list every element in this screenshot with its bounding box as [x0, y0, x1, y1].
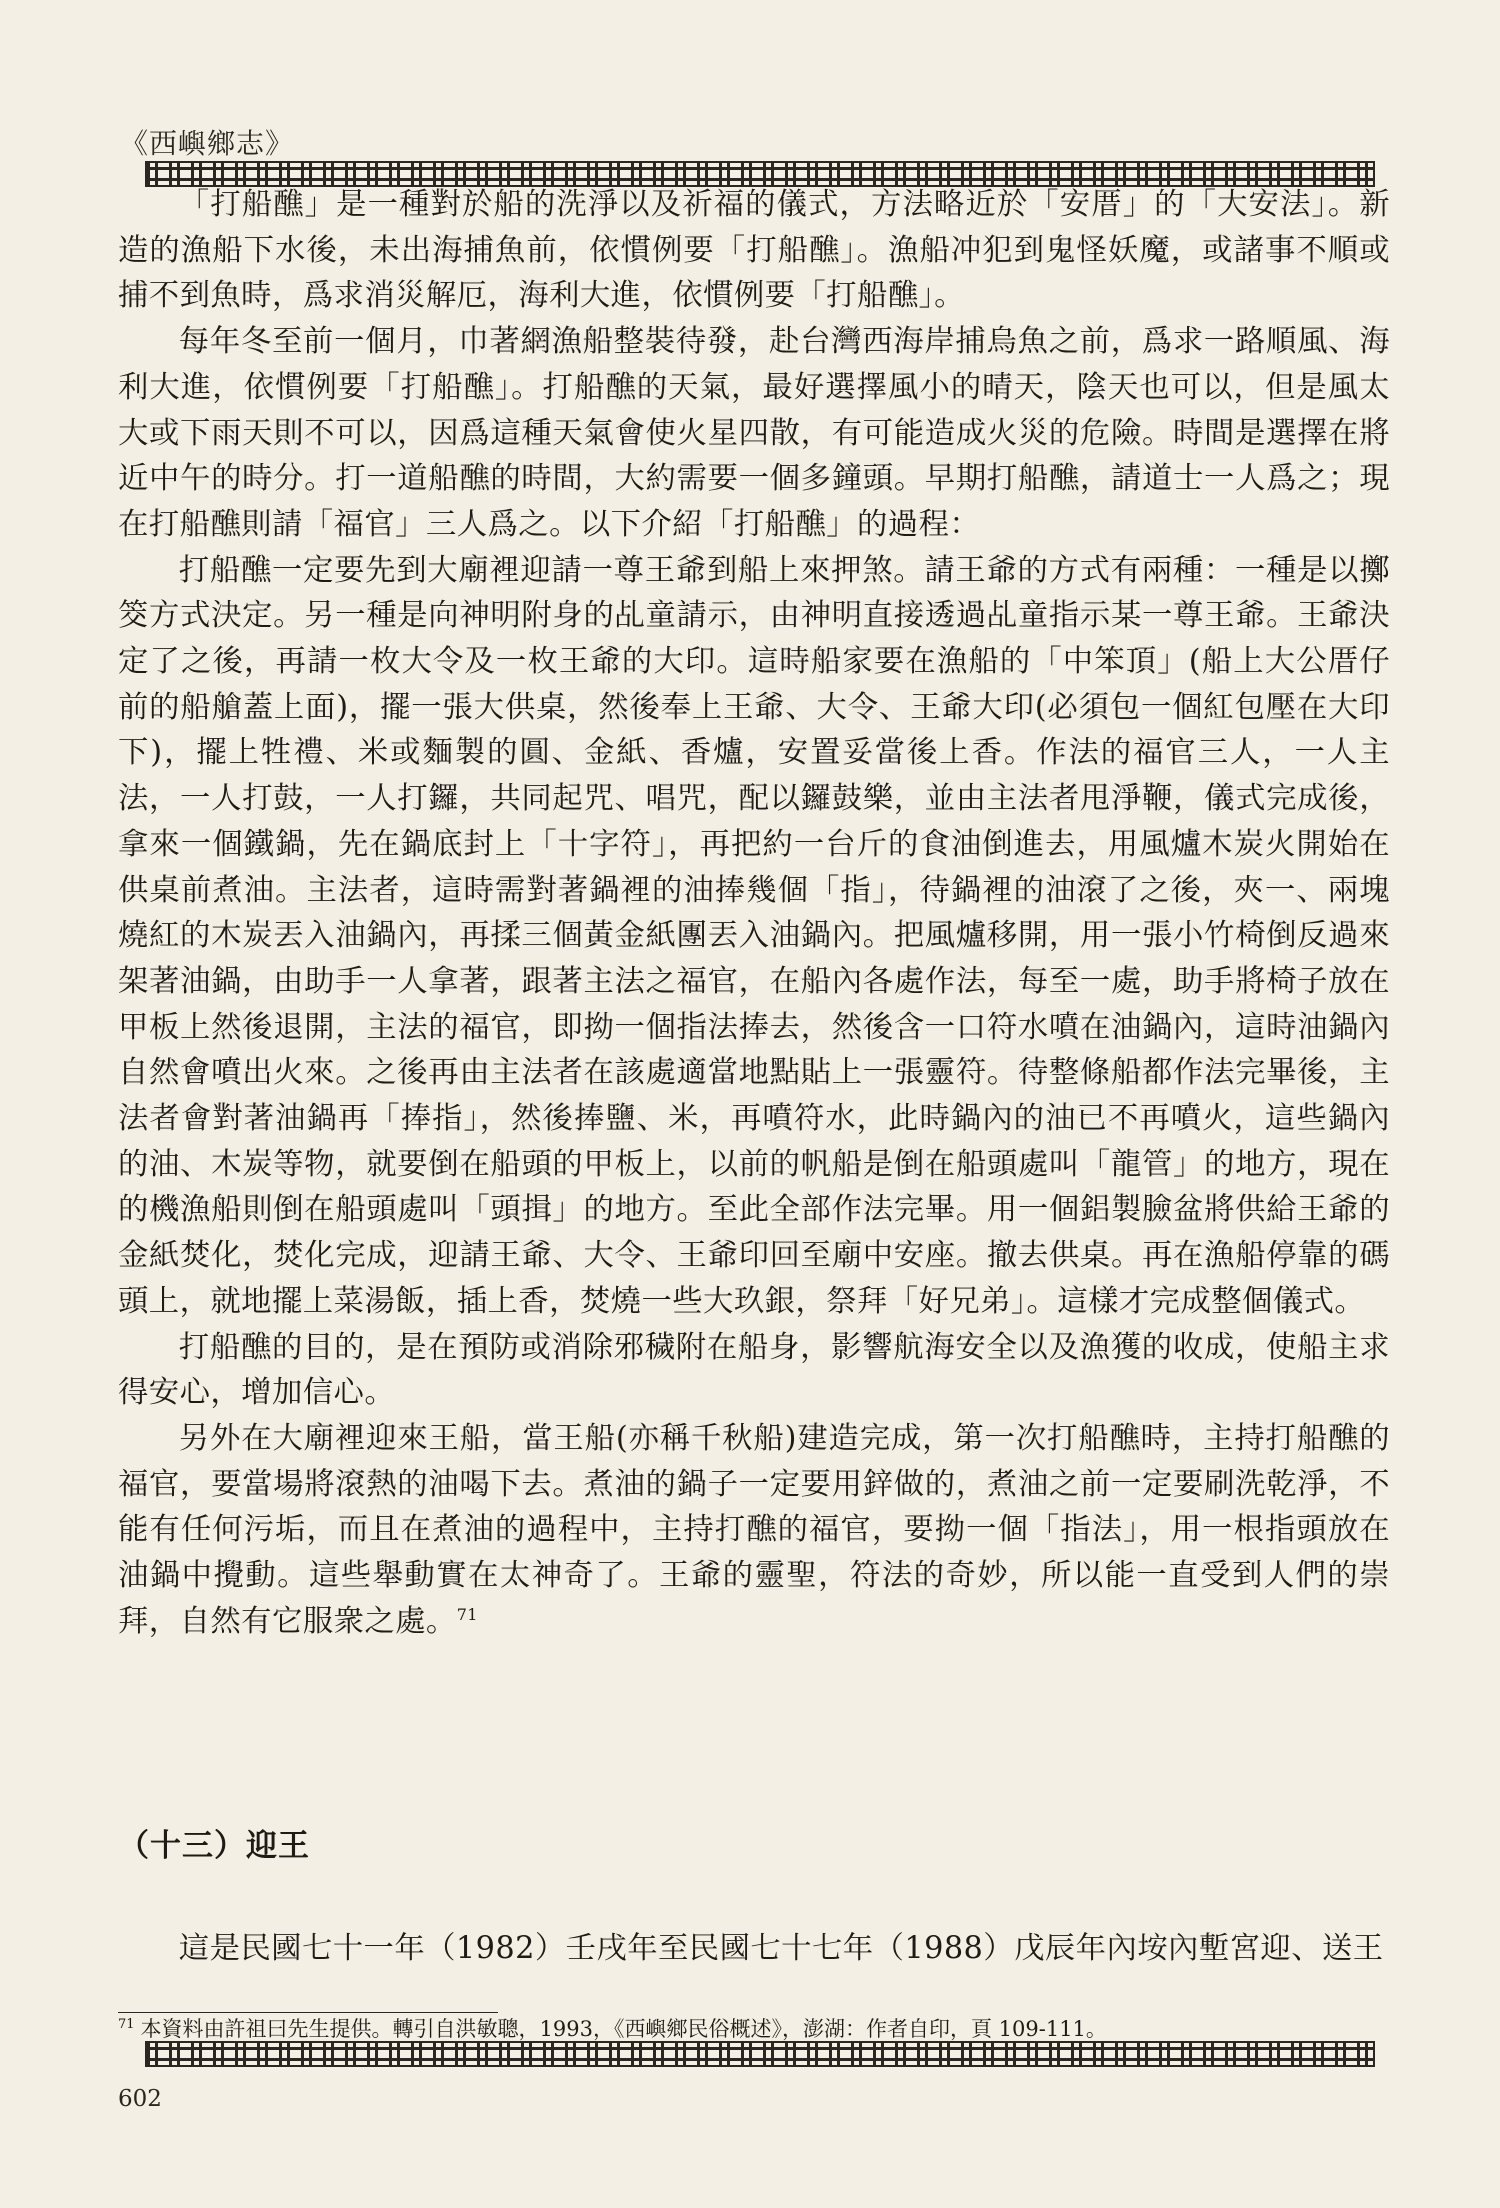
running-head-title: 《西嶼鄉志》 — [120, 127, 295, 160]
footnote-number: 71 — [118, 2017, 135, 2032]
section-heading: （十三）迎王 — [118, 1828, 310, 1864]
paragraph-1: 「打船醮」是一種對於船的洗淨以及祈福的儀式，方法略近於「安厝」的「大安法」。新造的漁船下水後，未出海捕魚前，依慣例要「打船醮」。漁船冲犯到鬼怪妖魔，或諸事不順或捕不到魚時，爲求消災解厄，海利大進，依慣例要「打船醮」。 — [118, 187, 1390, 314]
paragraph-3: 打船醮一定要先到大廟裡迎請一尊王爺到船上來押煞。請王爺的方式有兩種：一種是以擲筊方式決定。另一種是向神明附身的乩童請示，由神明直接透過乩童指示某一尊王爺。王爺決定了之後，再請一枚大令及一枚王爺的大印。這時船家要在漁船的「中笨頂」(船上大公厝仔前的船艙蓋上面)，擺一張大供桌，然後奉上王爺、大令、王爺大印(必須包一個紅包壓在大印下)，擺上牲禮、米或麵製的圓、金紙、香爐，安置妥當後上香。作法的福官三人，一人主法，一人打鼓，一人打鑼，共同起咒、唱咒，配以鑼鼓樂，並由主法者甩淨鞭，儀式完成後，拿來一個鐵鍋，先在鍋底封上「十字符」，再把約一台斤的食油倒進去，用風爐木炭火開始在供桌前煮油。主法者，這時需對著鍋裡的油捧幾個「指」，待鍋裡的油滾了之後，夾一、兩塊燒紅的木炭丟入油鍋內，再揉三個黃金紙團丟入油鍋內。把風爐移開，用一張小竹椅倒反過來架著油鍋，由助手一人拿著，跟著主法之福官，在船內各處作法，每至一處，助手將椅子放在甲板上然後退開，主法的福官，即拗一個指法捧去，然後含一口符水噴在油鍋內，這時油鍋內自然會噴出火來。之後再由主法者在該處適當地點貼上一張靈符。待整條船都作法完畢後，主法者會對著油鍋再「捧指」，然後捧鹽、米，再噴符水，此時鍋內的油已不再噴火，這些鍋內的油、木炭等物，就要倒在船頭的甲板上，以前的帆船是倒在船頭處叫「龍管」的地方，現在的機漁船則倒在船頭處叫「頭揖」的地方。至此全部作法完畢。用一個鋁製臉盆將供給王爺的金紙焚化，焚化完成，迎請王爺、大令、王爺印回至廟中安座。撤去供桌。再在漁船停靠的碼頭上，就地擺上菜湯飯，插上香，焚燒一些大玖銀，祭拜「好兄弟」。這樣才完成整個儀式。 — [118, 552, 1390, 1319]
bottom-greek-key-border — [145, 2041, 1375, 2067]
footnote-divider — [118, 2012, 498, 2013]
paragraph-5 — [118, 1416, 1390, 1645]
page-number: 602 — [118, 2086, 162, 2112]
main-body-text — [118, 182, 1390, 1645]
paragraph-5-text: 另外在大廟裡迎來王船，當王船(亦稱千秋船)建造完成，第一次打船醮時，主持打船醮的福官，要當場將滾熱的油喝下去。煮油的鍋子一定要用鋅做的，煮油之前一定要刷洗乾淨，不能有任何污垢，而且在煮油的過程中，主持打醮的福官，要拗一個「指法」，用一根指頭放在油鍋中攪動。這些舉動實在太神奇了。王爺的靈聖，符法的奇妙，所以能一直受到人們的崇拜，自然有它服衆之處。 — [118, 1420, 1390, 1639]
paragraph-4: 打船醮的目的，是在預防或消除邪穢附在船身，影響航海安全以及漁獲的收成，使船主求得安心，增加信心。 — [118, 1329, 1390, 1411]
footnote-text: 本資料由許祖曰先生提供。轉引自洪敏聰，1993，《西嶼鄉民俗概述》，澎湖：作者自印，頁 109-111。 — [140, 2017, 1107, 2041]
section-first-paragraph: 這是民國七十一年（1982）壬戌年至民國七十七年（1988）戊辰年內垵內塹宮迎、送王 — [178, 1931, 1384, 1966]
footnote-reference: 71 — [456, 1604, 478, 1624]
paragraph-2: 每年冬至前一個月，巾著網漁船整裝待發，赴台灣西海岸捕烏魚之前，爲求一路順風、海利大進，依慣例要「打船醮」。打船醮的天氣，最好選擇風小的晴天，陰天也可以，但是風太大或下雨天則不可以，因爲這種天氣會使火星四散，有可能造成火災的危險。時間是選擇在將近中午的時分。打一道船醮的時間，大約需要一個多鐘頭。早期打船醮，請道士一人爲之；現在打船醮則請「福官」三人爲之。以下介紹「打船醮」的過程： — [118, 324, 1390, 542]
footnote — [118, 2016, 1390, 2042]
